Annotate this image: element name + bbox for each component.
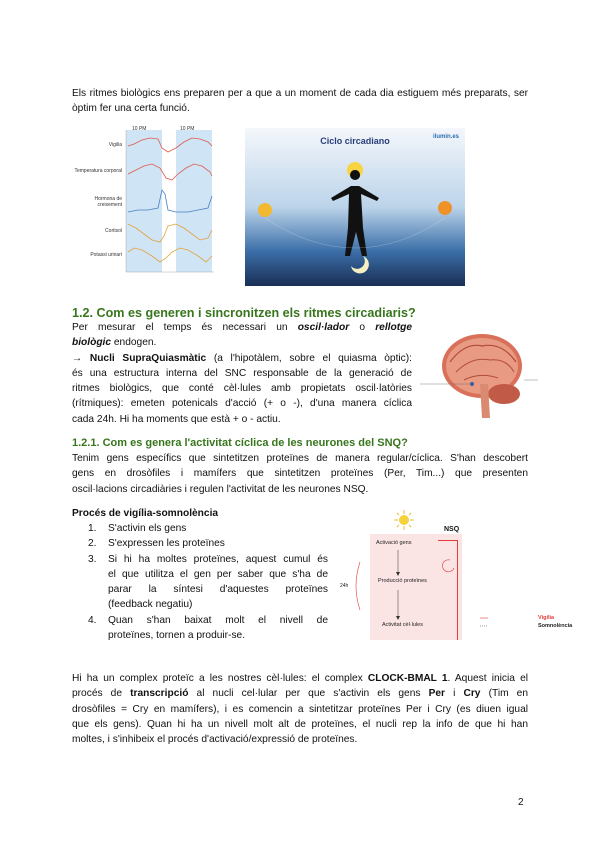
rhythms-figure — [72, 124, 222, 274]
line: moltes, i s'inhibeix el procés d'activació/expressió de proteïnes. — [72, 734, 358, 746]
cycle-title: Ciclo circadiano — [320, 136, 390, 146]
step-item: 3. Si hi ha moltes proteïnes, aquest cumul és el que utilitza el gen per saber que s'ha de parar la síntesi d'aquestes proteïnes (feedback negatiu) — [88, 553, 328, 611]
section-1-2-body — [72, 320, 412, 427]
nsq-step-activation: Activació gens — [376, 540, 412, 546]
nsq-step-activity: Activitat cèl·lules — [382, 622, 423, 628]
rhythm-label: Temperatura corporal — [74, 168, 122, 174]
svg-text:10 PM: 10 PM — [132, 126, 147, 132]
line: Hi ha un complex proteïc a les nostres cèl·lules: el complex CLOCK-BMAL 1. Aquest inicia el — [72, 673, 528, 684]
line: ritmes biològics, que conté cèl·lules amb propietats oscil·latòries — [72, 383, 412, 395]
line: gens en drosòfiles i mamífers que sintetitzen proteïnes (Per, Tim...) que presenten — [72, 468, 528, 480]
intro-paragraph: Els ritmes biològics ens preparen per a que a un moment de cada dia estiguem més preparats, ser òptim fer una certa funció. — [72, 88, 528, 115]
section-1-2-1-body — [72, 451, 528, 497]
legend-vigilia: Vigília — [538, 615, 555, 621]
nsq-step-production: Producció proteïnes — [378, 578, 427, 584]
nsq-title: NSQ — [444, 526, 460, 533]
legend-somnolencia: Somnolència — [538, 623, 573, 629]
hours-label: 24h — [340, 583, 349, 589]
step-item: 1. S'activin els gens — [88, 523, 187, 534]
step-item: 2. S'expressen les proteïnes — [88, 538, 225, 550]
line: que els gens). Quan hi ha un nivell molt alt de proteïnes, el nucli rep la info de que hi han — [72, 718, 528, 730]
line: (rítmiques): emeten potenicals d'acció (+ o -), d'una manera cíclica — [72, 398, 412, 410]
rhythm-label: Potassi urinari — [90, 252, 122, 258]
cycle-illustration — [245, 128, 465, 286]
svg-text:10 PM: 10 PM — [180, 126, 195, 132]
moon-icon — [351, 256, 369, 273]
circadian-cycle-figure — [245, 128, 465, 286]
scn-marker — [470, 382, 474, 386]
line: procés de transcripció al nucli cel·lular per que s'activin els gens Per i Cry (Tim en — [72, 688, 528, 700]
brand-logo: ilumin.es — [432, 134, 459, 140]
step-item: 4. Quan s'han baixat molt el nivell de proteïnes, tornen a produir-se. — [88, 614, 328, 642]
line: Tenim gens específics que sintetitzen proteïnes de manera regular/cíclica. S'han descobert — [72, 453, 528, 464]
sun-left-icon — [258, 203, 272, 217]
line: cada 24h. Hi ha moments que està + o - actiu. — [72, 413, 281, 425]
line: → Nucli SupraQuiasmàtic (a l'hipotàlem, sobre el quiasma òptic): — [72, 352, 413, 364]
final-paragraph — [72, 671, 528, 747]
rhythm-label: Vigilia — [108, 142, 122, 148]
rhythm-label: Cortisol — [105, 228, 122, 234]
nsq-diagram — [338, 510, 578, 640]
line: biològic endogen. — [72, 337, 157, 349]
section-heading-1-2: 1.2. Com es generen i sincronitzen els ritmes circadiaris? — [72, 306, 416, 320]
page-number: 2 — [518, 797, 524, 808]
sun-right-icon — [438, 201, 452, 215]
process-heading: Procés de vigília-somnolència — [72, 508, 219, 519]
line: drosòfiles = Cry en mamífers), i es comencin a sintetitzar proteïnes Per i Cry (es diuen igual — [72, 703, 528, 715]
brain-illustration — [420, 322, 540, 422]
line: oscil·lacions circadiàries i regulen l'activitat de les neurones NSQ. — [72, 483, 369, 495]
person-silhouette — [331, 170, 379, 256]
line: és una estructura interna del SNC responsable de la generació de — [72, 367, 412, 379]
brain-figure — [420, 322, 540, 422]
line: Per mesurar el temps és necessari un oscil·lador o rellotge — [72, 322, 412, 333]
section-heading-1-2-1: 1.2.1. Com es genera l'activitat cíclica de les neurones del SNQ? — [72, 437, 408, 449]
rhythm-label: Hormona de creixement — [94, 196, 122, 208]
process-steps — [88, 521, 328, 643]
